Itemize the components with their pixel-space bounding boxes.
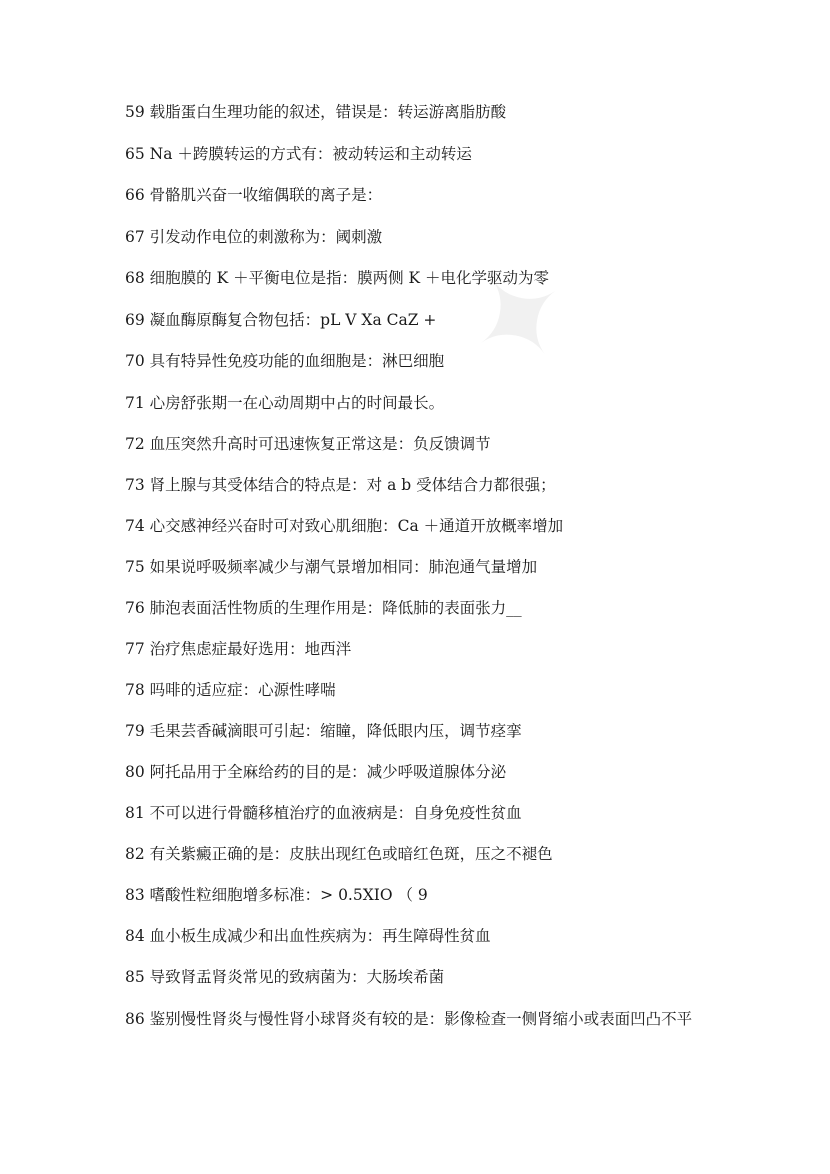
list-item-86: 86 鉴别慢性肾炎与慢性肾小球肾炎有较的是：影像检查一侧肾缩小或表面凹凸不平: [125, 1010, 693, 1028]
list-item-75: 75 如果说呼吸频率减少与潮气景增加相同：肺泡通气量增加: [125, 558, 538, 576]
list-item-84: 84 血小板生成减少和出血性疾病为：再生障碍性贫血: [125, 927, 491, 945]
list-item-68: 68 细胞膜的 K ＋平衡电位是指：膜两侧 K ＋电化学驱动为零: [125, 269, 550, 287]
list-item-73: 73 肾上腺与其受体结合的特点是：对 a b 受体结合力都很强；: [125, 476, 556, 494]
list-item-70: 70 具有特异性免疫功能的血细胞是：淋巴细胞: [125, 352, 445, 370]
list-item-67: 67 引发动作电位的刺激称为：阈刺激: [125, 228, 383, 246]
list-item-85: 85 导致肾盂肾炎常见的致病菌为：大肠埃希菌: [125, 968, 445, 986]
list-item-59: 59 载脂蛋白生理功能的叙述，错误是：转运游离脂肪酸: [125, 103, 507, 121]
list-item-77: 77 治疗焦虑症最好选用：地西泮: [125, 640, 352, 658]
list-item-83: 83 嗜酸性粒细胞增多标准：> 0.5XIO （ 9: [125, 886, 428, 904]
list-item-66: 66 骨骼肌兴奋一收缩偶联的离子是：: [125, 186, 383, 204]
list-item-74: 74 心交感神经兴奋时可对致心肌细胞：Ca ＋通道开放概率增加: [125, 517, 564, 535]
list-item-81: 81 不可以进行骨髓移植治疗的血液病是：自身免疫性贫血: [125, 804, 522, 822]
list-item-69: 69 凝血酶原酶复合物包括：pL V Xa CaZ +: [125, 311, 437, 329]
list-item-80: 80 阿托品用于全麻给药的目的是：减少呼吸道腺体分泌: [125, 763, 507, 781]
list-item-78: 78 吗啡的适应症：心源性哮喘: [125, 681, 336, 699]
list-item-82: 82 有关紫癜正确的是：皮肤出现红色或暗红色斑，压之不褪色: [125, 845, 553, 863]
list-item-72: 72 血压突然升高时可迅速恢复正常这是：负反馈调节: [125, 435, 491, 453]
watermark-mark: ✦: [439, 233, 602, 406]
list-item-76: 76 肺泡表面活性物质的生理作用是：降低肺的表面张力__: [125, 599, 522, 617]
list-item-65: 65 Na ＋跨膜转运的方式有：被动转运和主动转运: [125, 145, 472, 163]
list-item-71: 71 心房舒张期一在心动周期中占的时间最长。: [125, 394, 445, 412]
list-item-79: 79 毛果芸香碱滴眼可引起：缩瞳，降低眼内压，调节痉挛: [125, 722, 522, 740]
